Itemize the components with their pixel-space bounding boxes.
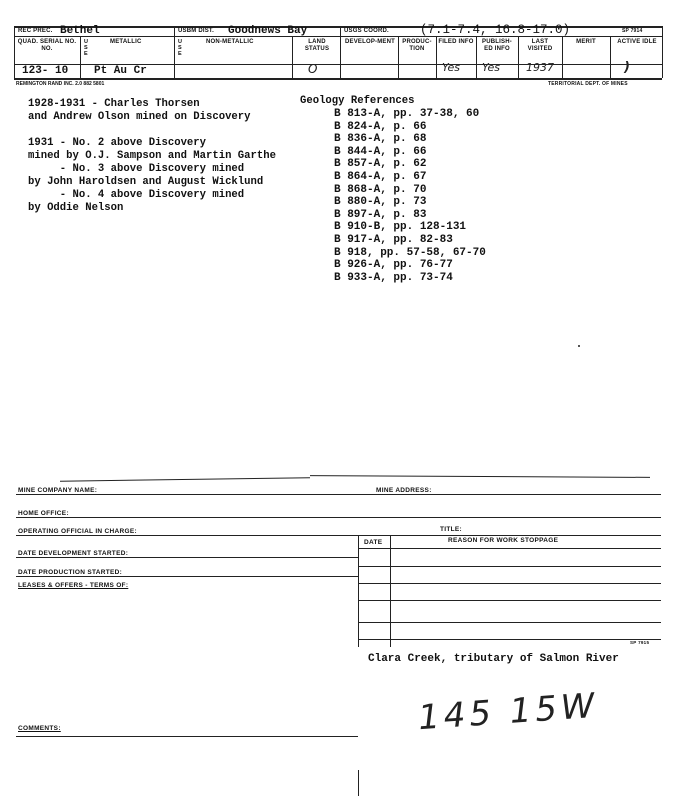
header-col-divider (436, 36, 437, 78)
geology-ref: B 813-A, pp. 37-38, 60 (334, 108, 480, 120)
geology-ref: B 824-A, p. 66 (334, 120, 427, 133)
form-edge-rule (60, 477, 310, 481)
history-line: - No. 4 above Discovery mined (28, 189, 245, 201)
rec-prec-value: Bethel (60, 25, 100, 37)
production-label: PRODUC-TION (402, 39, 432, 52)
active-idle-value: ) (624, 60, 630, 75)
header-col-divider (518, 36, 519, 78)
history-line: 1931 - No. 2 above Discovery (28, 137, 207, 149)
history-line: and Andrew Olson mined on Discovery (28, 111, 251, 123)
date-prod-rule (16, 576, 358, 577)
date-col-label: DATE (364, 539, 383, 546)
header-col-divider (174, 26, 175, 78)
geology-ref: B 864-A, p. 67 (334, 170, 427, 183)
geology-ref: B 933-A, pp. 73-74 (334, 271, 453, 284)
nonmetallic-label: NON-METALLIC (206, 39, 254, 45)
geology-ref: B 918, pp. 57-58, 67-70 (334, 246, 486, 259)
geology-ref: B 868-A, p. 70 (334, 183, 427, 196)
territorial-label: TERRITORIAL DEPT. OF MINES (548, 81, 628, 87)
form-edge-rule (310, 475, 650, 478)
header-col-divider (562, 36, 563, 78)
operating-official-label: OPERATING OFFICIAL IN CHARGE: (18, 528, 137, 535)
home-office-label: HOME OFFICE: (18, 510, 69, 517)
header-col-divider (610, 36, 611, 78)
merit-label: MERIT (576, 39, 596, 45)
stoppage-row-rule (358, 583, 661, 584)
usgs-coord-value: (7.1-7.4, 16.8-17.0) (420, 23, 571, 37)
comments-divider (358, 770, 359, 796)
header-col-divider (80, 36, 81, 78)
development-label: DEVELOP-MENT (344, 39, 396, 45)
rec-prec-label: REC PREC. (18, 28, 53, 34)
geology-ref: B 844-A, p. 66 (334, 145, 427, 158)
mine-company-rule (16, 494, 661, 495)
history-line: by John Haroldsen and August Wicklund (28, 176, 264, 188)
metallic-value: Pt Au Cr (94, 65, 147, 77)
header-col-edge-left (14, 26, 15, 78)
date-dev-rule (16, 557, 358, 558)
mine-address-label: MINE ADDRESS: (376, 487, 432, 494)
form-code-top: SP 7914 (622, 28, 643, 34)
stoppage-row-rule (358, 622, 661, 623)
stoppage-row-rule (358, 548, 661, 549)
printer-line: REMINGTON RAND INC. 2.0 882 5801 (16, 81, 105, 87)
filed-info-value: Yes (442, 61, 461, 74)
quad-serial-label: QUAD. SERIAL NO. NO. (17, 39, 77, 52)
last-visited-label: LAST VISITED (527, 39, 553, 52)
geology-ref: B 910-B, pp. 128-131 (334, 221, 467, 234)
history-line (28, 124, 276, 137)
geology-ref: B 880-A, p. 73 (334, 196, 427, 209)
handwritten-code: 145 15W (416, 685, 600, 739)
metallic-use-letters: U S E (84, 39, 89, 57)
serial-value: 123- 10 (22, 65, 69, 77)
location-note: Clara Creek, tributary of Salmon River (368, 653, 619, 665)
header-bottom-rule (14, 78, 662, 80)
active-idle-label: ACTIVE IDLE (617, 39, 657, 45)
geology-title: Geology References (300, 95, 415, 107)
header-col-divider (292, 36, 293, 78)
title-label: TITLE: (440, 526, 463, 533)
nonmetallic-use-letters: U S E (178, 39, 183, 57)
leases-label: LEASES & OFFERS - TERMS OF: (18, 582, 129, 589)
header-col-divider (398, 36, 399, 78)
stoppage-row-rule (358, 639, 661, 640)
date-dev-label: DATE DEVELOPMENT STARTED: (18, 550, 129, 557)
usbm-dist-label: USBM DIST. (178, 28, 215, 34)
history-line: by Oddie Nelson (28, 202, 124, 214)
geology-ref: B 917-A, pp. 82-83 (334, 233, 453, 246)
home-office-rule (16, 517, 661, 518)
reason-col-label: REASON FOR WORK STOPPAGE (448, 537, 559, 544)
scan-speck (578, 345, 580, 347)
mine-company-label: MINE COMPANY NAME: (18, 487, 98, 494)
history-line: mined by O.J. Sampson and Martin Garthe (28, 150, 276, 162)
usbm-dist-value: Goodnews Bay (228, 25, 308, 37)
history-line: - No. 3 above Discovery mined (28, 163, 245, 175)
comments-label: COMMENTS: (18, 725, 61, 732)
published-info-label: PUBLISH-ED INFO (482, 39, 512, 52)
geology-references (300, 95, 486, 284)
filed-info-label: FILED INFO (438, 39, 474, 45)
published-info-value: Yes (482, 61, 501, 74)
geology-ref: B 836-A, p. 68 (334, 133, 427, 146)
stoppage-row-rule (358, 566, 661, 567)
form-code-bottom: SP 7915 (630, 640, 650, 645)
geology-ref: B 897-A, p. 83 (334, 208, 427, 221)
stoppage-date-divider (390, 535, 391, 647)
last-visited-value: 1937 (526, 61, 554, 74)
stoppage-row-rule (358, 600, 661, 601)
metallic-label: METALLIC (110, 39, 142, 45)
land-status-value: O (308, 62, 318, 76)
comments-rule (16, 736, 358, 737)
header-col-edge-right (662, 26, 663, 78)
geology-ref: B 926-A, pp. 76-77 (334, 259, 453, 272)
operating-official-rule (16, 535, 661, 536)
date-prod-label: DATE PRODUCTION STARTED: (18, 569, 123, 576)
usgs-coord-label: USGS COORD. (344, 28, 389, 34)
header-col-divider (340, 26, 341, 78)
history-notes (28, 98, 276, 215)
history-line: 1928-1931 - Charles Thorsen (28, 98, 200, 110)
header-col-divider (476, 36, 477, 78)
land-status-label: LAND STATUS (304, 39, 330, 52)
stoppage-table-left (358, 535, 359, 647)
geology-ref: B 857-A, p. 62 (334, 158, 427, 171)
